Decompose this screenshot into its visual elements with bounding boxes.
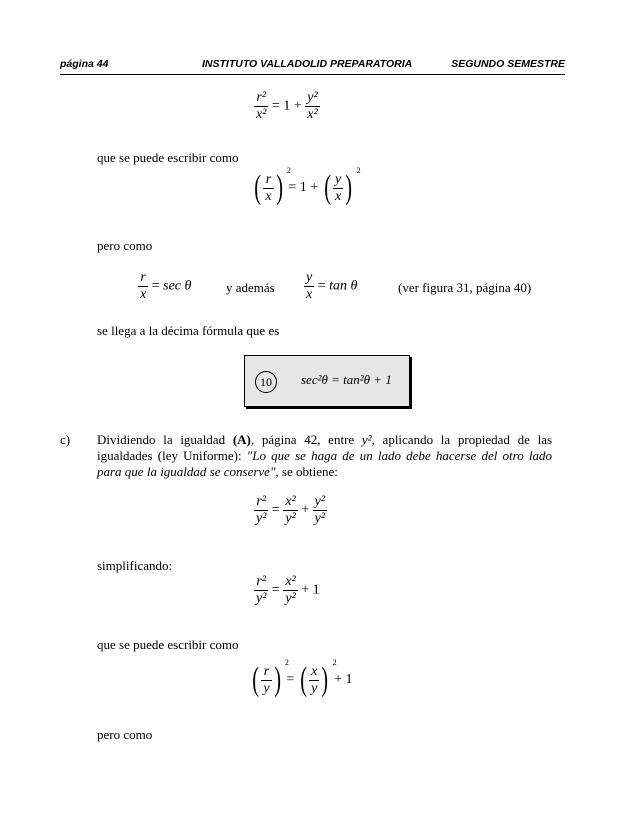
- equation-tan: [304, 270, 357, 303]
- formula-box: [244, 355, 410, 407]
- text-line: pero como: [97, 238, 153, 253]
- equation-1: [254, 90, 320, 123]
- numerator: r: [140, 270, 146, 285]
- figure-reference: (ver figura 31, página 40): [398, 280, 532, 295]
- numerator: r²: [256, 90, 267, 105]
- denominator: y²: [285, 591, 296, 606]
- numerator: y²: [314, 494, 326, 509]
- denominator: x: [335, 188, 342, 204]
- text-line: que se puede escribir como: [97, 637, 239, 652]
- numerator: x²: [285, 574, 296, 589]
- equation-6: ( $\frac{r}{y}$ ) 2 = ( $\frac{x}{y}$ ) 2 + 1: [252, 658, 353, 698]
- equals-sign: =: [288, 180, 297, 196]
- text-line: que se puede escribir como: [97, 150, 239, 165]
- denominator: y²: [256, 591, 267, 606]
- text-line: simplificando:: [97, 558, 173, 573]
- equals-sign: =: [286, 672, 295, 688]
- denominator: y²: [285, 511, 296, 526]
- equation-2: ( $\frac{r}{x}$ ) 2 = 1 + ( $\frac{y}{x}$ ) 2: [254, 166, 361, 206]
- para-text: , página 42, entre: [250, 432, 355, 447]
- page-number: página 44: [60, 58, 109, 70]
- equation-5: [254, 574, 320, 607]
- denominator: y²: [256, 511, 267, 526]
- equals-sign: =: [317, 278, 326, 294]
- para-text: Dividiendo la igualdad: [97, 432, 226, 447]
- numerator: r: [263, 663, 270, 679]
- tan-term: tan θ: [329, 278, 358, 294]
- section-label: c): [60, 432, 71, 447]
- institution-name: INSTITUTO VALLADOLID PREPARATORIA: [202, 58, 413, 70]
- numerator: x²: [285, 494, 296, 509]
- page-header: [60, 56, 565, 75]
- denominator: x²: [307, 107, 318, 122]
- denominator: y: [263, 680, 270, 696]
- section-paragraph: [97, 432, 552, 480]
- text-line: se llega a la décima fórmula que es: [97, 323, 280, 338]
- plus-sign: +: [301, 502, 310, 518]
- plus-term: + 1: [334, 672, 353, 688]
- sec-term: sec θ: [163, 278, 192, 294]
- denominator: y: [311, 680, 318, 696]
- equals-sign: =: [271, 98, 280, 114]
- identity-formula: sec²θ = tan²θ + 1: [301, 372, 392, 387]
- numerator: y: [306, 270, 313, 285]
- numerator: y²: [307, 90, 318, 105]
- equation-reference: (A): [232, 432, 251, 447]
- formula-number: 10: [255, 371, 277, 393]
- plus-term: + 1: [301, 582, 320, 598]
- text-line: y además: [226, 280, 275, 295]
- denominator: x²: [256, 107, 267, 122]
- para-text: , aplicando la propiedad de las igualdades (ley Uniforme):: [97, 432, 553, 463]
- variable: y²: [361, 432, 372, 447]
- para-text: , se obtiene:: [275, 464, 338, 479]
- text-line: pero como: [97, 727, 153, 742]
- denominator: x: [306, 287, 313, 302]
- plus-term: 1 +: [283, 98, 302, 114]
- numerator: r²: [256, 574, 267, 589]
- equation-sec: [138, 270, 191, 303]
- semester-label: SEGUNDO SEMESTRE: [451, 58, 565, 70]
- numerator: r: [265, 171, 272, 187]
- numerator: x: [311, 663, 318, 679]
- quoted-law: "Lo que se haga de un lado debe hacerse del otro lado para que la igualdad se conserve": [97, 448, 552, 479]
- numerator: y: [335, 171, 342, 187]
- denominator: y²: [314, 511, 326, 526]
- numerator: r²: [256, 494, 267, 509]
- equals-sign: =: [271, 582, 280, 598]
- plus-term: 1 +: [299, 180, 319, 196]
- equals-sign: =: [271, 502, 280, 518]
- equation-4: [254, 494, 327, 527]
- equals-sign: =: [151, 278, 160, 294]
- denominator: x: [265, 188, 272, 204]
- denominator: x: [140, 287, 147, 302]
